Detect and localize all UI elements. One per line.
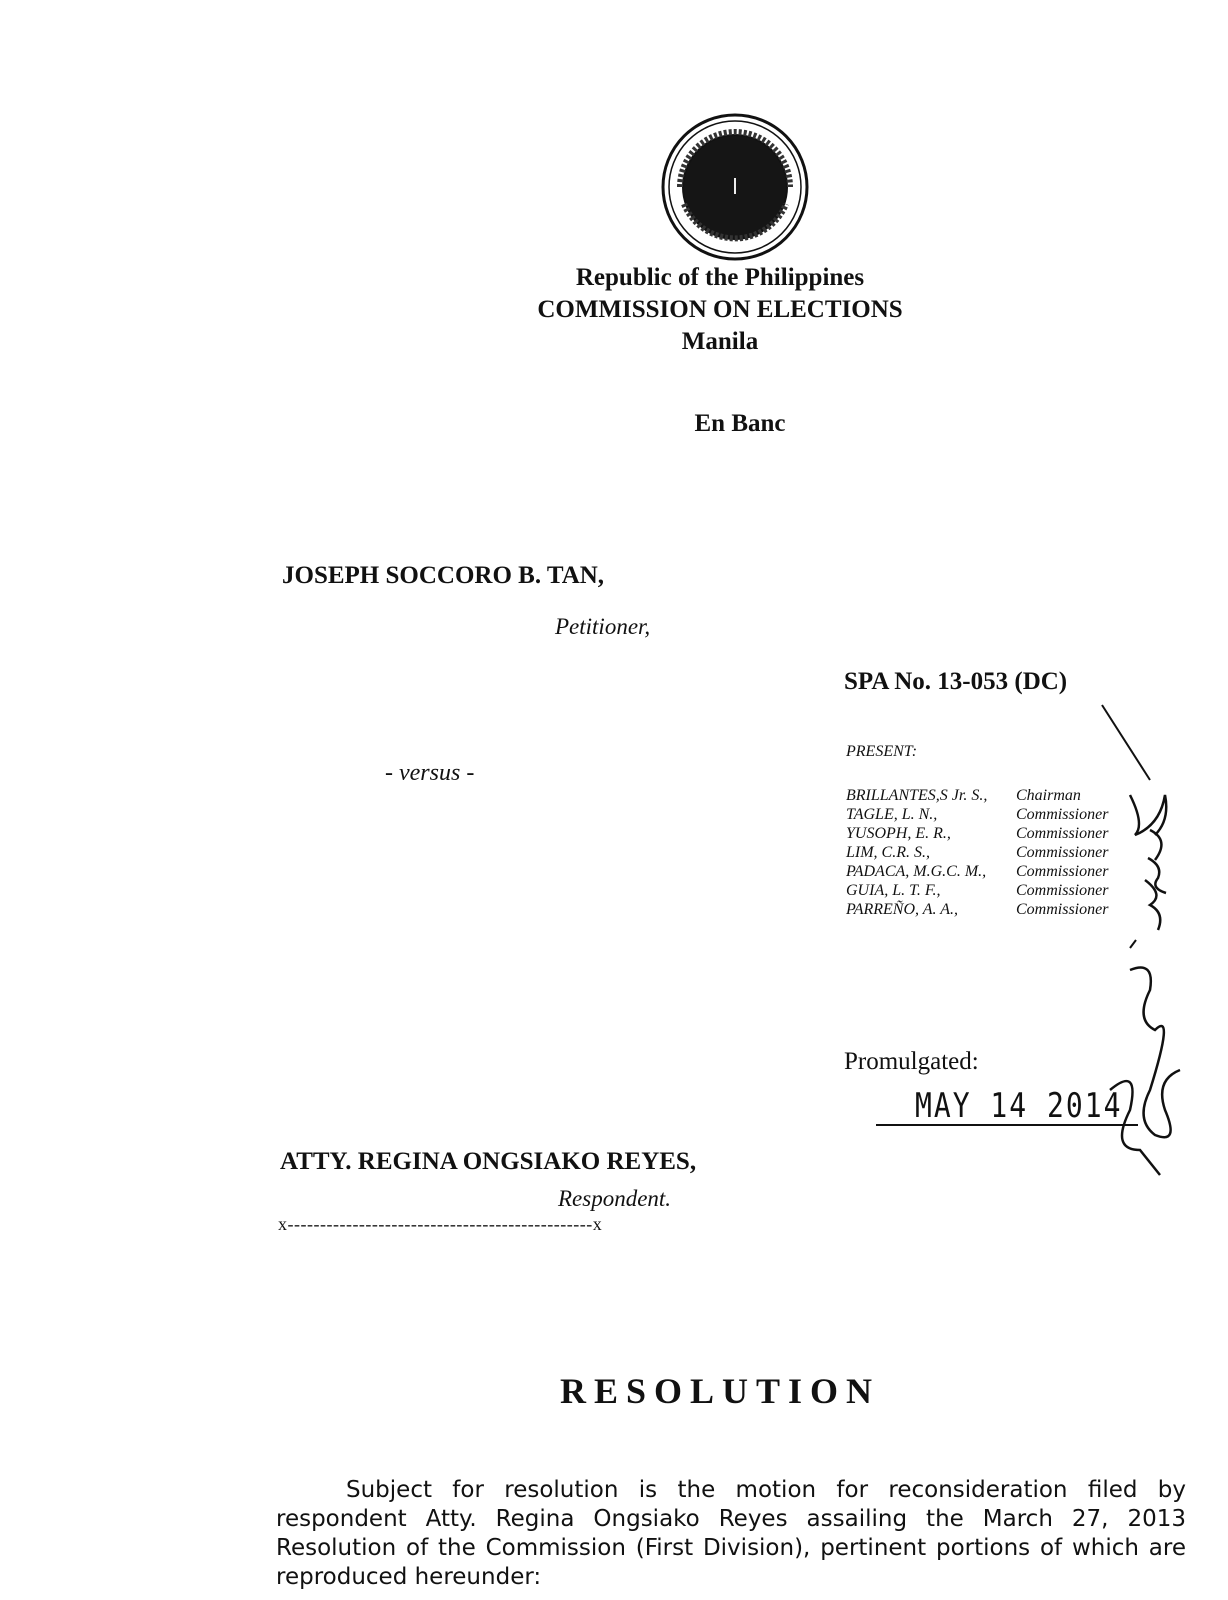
body-paragraph: Subject for resolution is the motion for reconsideration filed by respondent Atty. Regina Ongsiako Reyes assailing the March 27, 2013 Resolution of the Commission (First Division), pertinent portions of which are reproduced hereunder: [276, 1477, 1186, 1590]
panel-member-title: Commissioner [1016, 863, 1109, 880]
comelec-seal [660, 112, 810, 262]
panel-member-title: Chairman [1016, 787, 1081, 804]
present-label: PRESENT: [846, 743, 918, 760]
document-title: RESOLUTION [559, 1371, 881, 1411]
division-label: En Banc [694, 410, 786, 437]
promulgated-date-stamp: MAY 14 2014 [915, 1086, 1123, 1126]
promulgated-label: Promulgated: [844, 1048, 979, 1075]
petitioner-role: Petitioner, [555, 614, 651, 639]
versus-label: - versus - [385, 760, 475, 786]
panel-member-title: Commissioner [1016, 901, 1109, 918]
country-line: Republic of the Philippines [575, 264, 865, 291]
respondent-role: Respondent. [558, 1186, 672, 1211]
panel-member-name: YUSOPH, E. R., [846, 825, 951, 842]
panel-member-title: Commissioner [1016, 825, 1109, 842]
agency-line: COMMISSION ON ELECTIONS [537, 296, 903, 323]
panel-member-name: PARREÑO, A. A., [846, 901, 958, 918]
panel-member-title: Commissioner [1016, 844, 1109, 861]
panel-member-name: LIM, C.R. S., [846, 844, 930, 861]
panel-member-title: Commissioner [1016, 806, 1109, 823]
petitioner-name: JOSEPH SOCCORO B. TAN, [282, 562, 605, 589]
panel-member-name: TAGLE, L. N., [846, 806, 938, 823]
promulgated-underline [876, 1124, 1138, 1126]
respondent-name: ATTY. REGINA ONGSIAKO REYES, [280, 1148, 697, 1175]
panel-member-name: BRILLANTES,S Jr. S., [846, 787, 988, 804]
letterhead [500, 262, 940, 358]
city-line: Manila [681, 328, 759, 355]
case-number: SPA No. 13-053 (DC) [844, 668, 1068, 695]
panel-member-title: Commissioner [1016, 882, 1109, 899]
panel-member-name: PADACA, M.G.C. M., [846, 863, 987, 880]
panel-member-name: GUIA, L. T. F., [846, 882, 941, 899]
caption-divider: x-----------------------------------------------x [278, 1214, 603, 1234]
